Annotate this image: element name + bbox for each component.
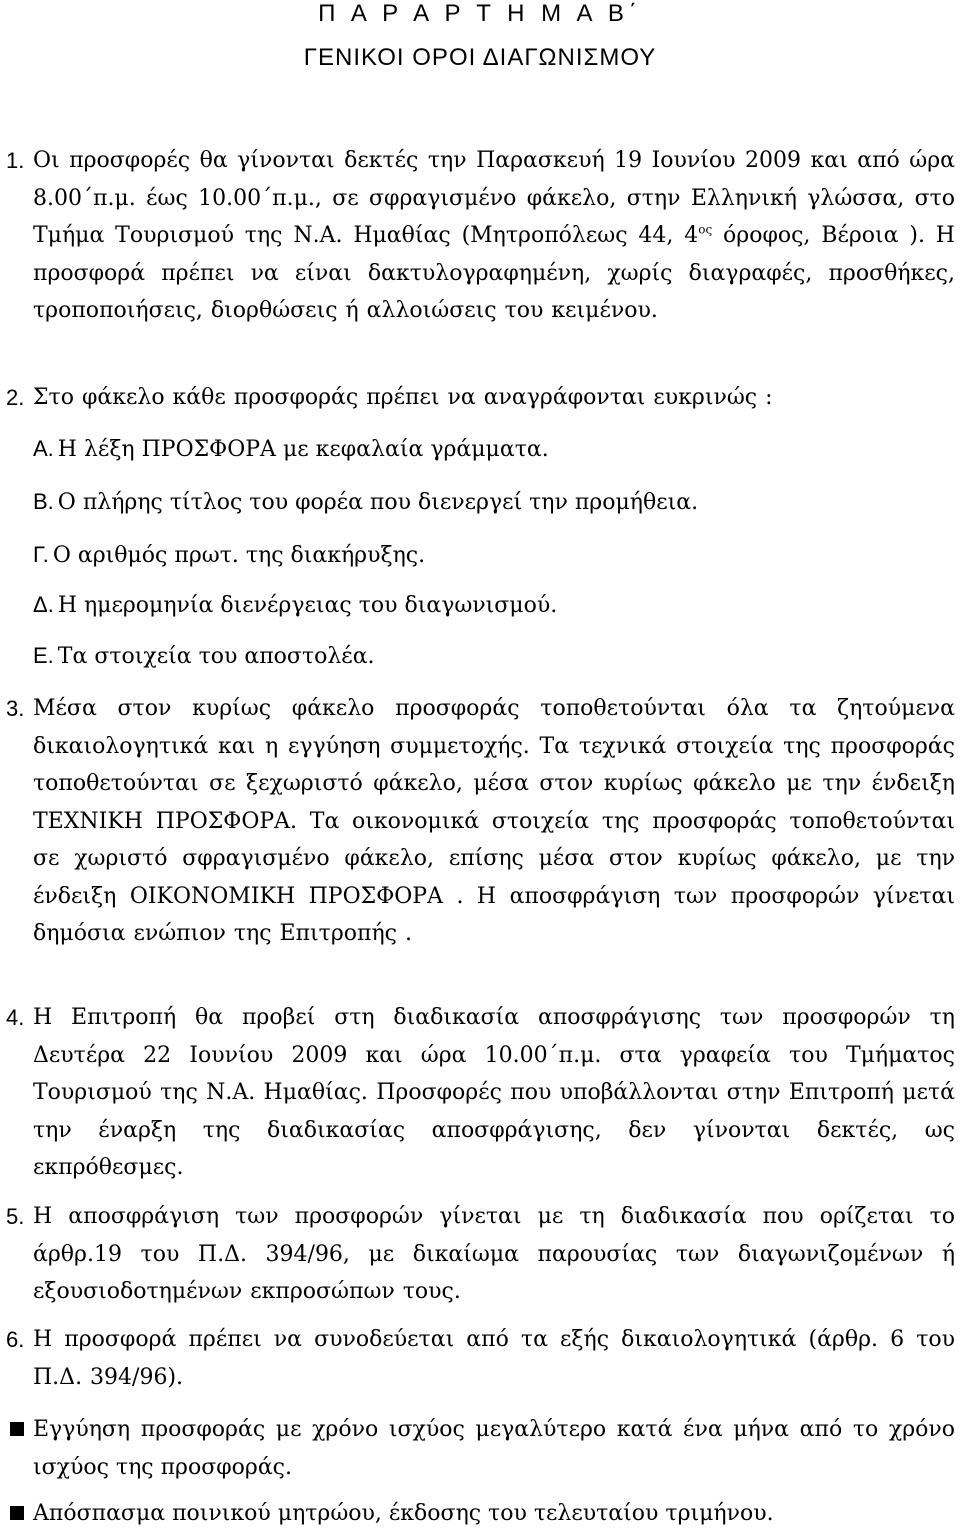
term-number: 4. [6,1005,25,1030]
envelope-field-item [33,592,557,618]
term-number: 1. [6,148,25,173]
field-text: Η ημερομηνία διενέργειας του διαγωνισμού. [57,593,558,618]
term-text: Η Επιτροπή θα προβεί στη διαδικασία αποσφράγισης των προσφορών τη Δευτέρα 22 Ιουνίου 2009 και ώρα 10.00΄π.μ. στα γραφεία του Τμήματος Τουρισμού της Ν.Α. Ημαθίας. Προσφορές που υποβάλλονται στην Επιτροπή μετά την έναρξη της διαδικασίας αποσφράγισης, δεν γίνονται δεκτές, ως εκπρόθεσμες. [33,1005,955,1180]
document-title: Π Α Ρ Α Ρ Τ Η Μ Α Β΄ [318,0,642,27]
term-item-6 [6,1321,955,1396]
document-subtitle: ΓΕΝΙΚΟΙ ΟΡΟΙ ΔΙΑΓΩΝΙΣΜΟΥ [303,44,657,71]
term-number: 3. [6,696,25,721]
field-letter: Γ. [33,542,49,567]
field-text: Τα στοιχεία του αποστολέα. [57,644,375,669]
field-text: Ο αριθμός πρωτ. της διακήρυξης. [52,543,426,568]
term-number: 6. [6,1327,25,1352]
envelope-field-item [33,436,549,462]
envelope-field-item [33,489,698,515]
term-text: Η προσφορά πρέπει να συνοδεύεται από τα εξής δικαιολογητικά (άρθρ. 6 του Π.Δ. 394/96). [33,1327,955,1390]
envelope-field-item [33,643,375,669]
term-item-4 [6,999,955,1187]
square-bullet-icon [10,1422,24,1436]
term-text-part: όροφος, Βέροια ). Η προσφορά πρέπει να είναι δακτυλογραφημένη, χωρίς διαγραφές, προσθήκες, τροποποιήσεις, διορθώσεις ή αλλοιώσεις του κειμένου. [33,223,955,323]
field-text: Η λέξη ΠΡΟΣΦΟΡΑ με κεφαλαία γράμματα. [57,437,549,462]
requirement-text: Απόσπασμα ποινικού μητρώου, έκδοσης του τελευταίου τριμήνου. [33,1501,774,1526]
term-text: Στο φάκελο κάθε προσφοράς πρέπει να αναγράφονται ευκρινώς : [33,385,773,410]
term-text: Μέσα στον κυρίως φάκελο προσφοράς τοποθετούνται όλα τα ζητούμενα δικαιολογητικά και η εγγύηση συμμετοχής. Τα τεχνικά στοιχεία της προσφοράς τοποθετούνται σε ξεχωριστό φάκελο, μέσα στον κυρίως φάκελο με την ένδειξη ΤΕΧΝΙΚΗ ΠΡΟΣΦΟΡΑ. Τα οικονομικά στοιχεία της προσφοράς τοποθετούνται σε χωριστό σφραγισμένο φάκελο, επίσης μέσα στον κυρίως φάκελο, με την ένδειξη ΟΙΚΟΝΟΜΙΚΗ ΠΡΟΣΦΟΡΑ . Η αποσφράγιση των προσφορών γίνεται δημόσια ενώπιον της Επιτροπής . [33,696,955,946]
field-letter: Α. [33,436,54,461]
term-text-part: Οι προσφορές θα γίνονται δεκτές την Παρασκευή 19 Ιουνίου 2009 και από ώρα 8.00΄π.μ. έως 10.00΄π.μ., σε σφραγισμένο φάκελο, στην Ελληνική γλώσσα, στο Τμήμα Τουρισμού της Ν.Α. Ημαθίας (Μητροπόλεως 44, 4 [33,148,955,248]
term-item-2 [6,379,955,417]
envelope-field-item [33,542,425,568]
field-letter: Β. [33,489,54,514]
term-number: 2. [6,385,25,410]
field-letter: Δ. [33,592,54,617]
requirement-text: Εγγύηση προσφοράς με χρόνο ισχύος μεγαλύτερο κατά ένα μήνα από το χρόνο ισχύος της προσφοράς. [33,1417,955,1480]
field-text: Ο πλήρης τίτλος του φορέα που διενεργεί την προμήθεια. [57,490,699,515]
term-text: Η αποσφράγιση των προσφορών γίνεται με τη διαδικασία που ορίζεται το άρθρ.19 του Π.Δ. 394/96, με δικαίωμα παρουσίας των διαγωνιζομένων ή εξουσιοδοτημένων εκπροσώπων τους. [33,1204,955,1304]
square-bullet-icon [10,1506,24,1520]
term-item-3 [6,690,955,953]
term-item-5 [6,1198,955,1311]
field-letter: Ε. [33,643,54,668]
ordinal-superscript: ος [698,222,713,237]
term-item-1 [6,142,955,330]
term-number: 5. [6,1204,25,1229]
